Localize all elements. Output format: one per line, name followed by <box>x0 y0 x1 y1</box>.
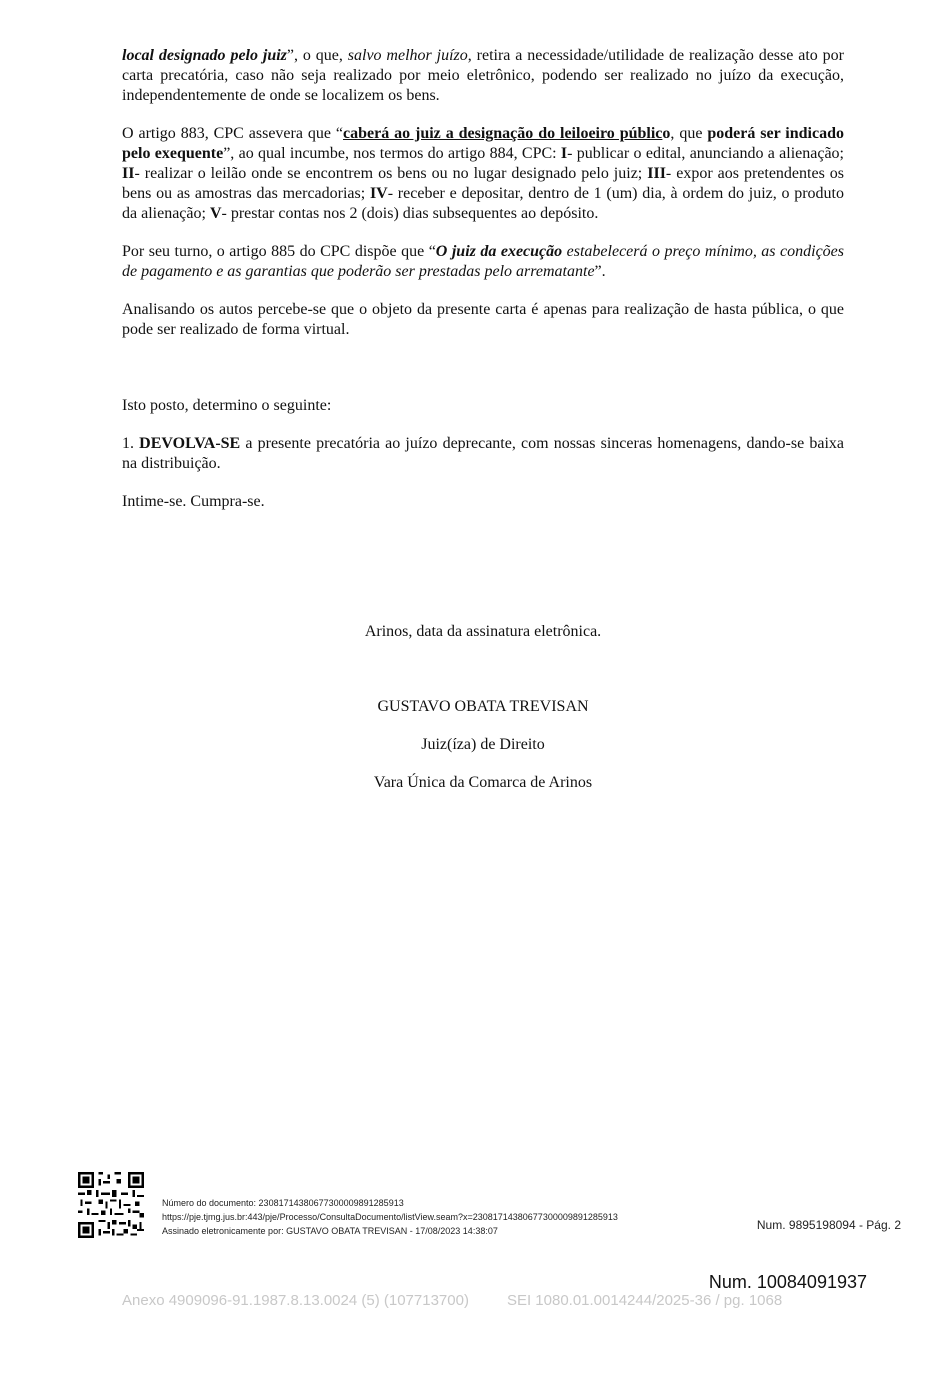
text-run: Por seu turno, o artigo 885 do CPC dispõe que “ <box>122 243 436 260</box>
num-page: Num. 9895198094 - Pág. 2 <box>756 1218 901 1232</box>
paragraph-analisando: Analisando os autos percebe-se que o objeto da presente carta é apenas para realização de hasta pública, o que pode ser realizado de forma virtual. <box>122 301 844 338</box>
text-run: - realizar o leilão onde se encontrem os bens ou no lugar designado pelo juiz; <box>134 165 648 182</box>
emphasis-juiz-execucao: O juiz da execução <box>435 243 563 260</box>
text-run: O artigo 883, CPC assevera que “ <box>122 125 343 142</box>
item-numeral: III <box>647 165 666 182</box>
annex-reference: Anexo 4909096-91.1987.8.13.0024 (5) (107713700) <box>122 1292 469 1309</box>
num-document: Num. 10084091937 <box>708 1272 867 1292</box>
text-run: o <box>662 125 671 142</box>
emphasis-exequente: poderá ser indicado pelo exequente <box>122 125 844 162</box>
document-body <box>122 46 844 512</box>
document-url-link[interactable]: https://pje.tjmg.jus.br:443/pje/Processo/ConsultaDocumento/listView.seam?x=23081714380677300009891285913 <box>162 1212 618 1222</box>
text-run: - publicar o edital, anunciando a alienação; <box>567 145 845 162</box>
item-numeral: V <box>209 205 222 222</box>
qr-code-icon <box>78 1172 144 1238</box>
text-run: , retira a necessidade/utilidade de realização desse ato por carta precatória, caso não seja realizado por meio eletrônico, podendo ser realizado no juízo da execução, independentemente de onde se localizem os bens. <box>122 47 845 104</box>
item-numeral: I <box>560 145 568 162</box>
paragraph-artigo-885 <box>122 242 844 282</box>
signature-court: Vara Única da Comarca de Arinos <box>373 774 593 791</box>
sei-reference: SEI 1080.01.0014244/2025-36 / pg. 1068 <box>506 1292 783 1309</box>
emphasis-leiloeiro: caberá ao juiz a designação do leiloeiro públic <box>342 125 663 142</box>
text-run: ”, ao qual incumbe, nos termos do artigo 884, CPC: <box>223 145 561 162</box>
text-run: estabelecerá o preço mínimo, as condições de pagamento e as garantias que poderão ser prestadas pelo arrematante <box>122 243 845 280</box>
paragraph-isto-posto: Isto posto, determino o seguinte: <box>122 397 332 414</box>
emphasis-local-designado: local designado pelo juiz <box>122 47 287 64</box>
paragraph-artigo-883 <box>122 124 844 224</box>
text-run: , que <box>670 125 708 142</box>
paragraph-local-designado <box>122 46 844 106</box>
emphasis-salvo-melhor-juizo: salvo melhor juízo <box>347 47 468 64</box>
text-run: 1. <box>122 435 140 452</box>
annex-footer <box>122 1292 782 1309</box>
text-run: ”. <box>594 263 606 280</box>
text-run: ”, o que, <box>286 47 348 64</box>
document-number: Número do documento: 23081714380677300009891285913 <box>162 1198 404 1208</box>
paragraph-intime-se: Intime-se. Cumpra-se. <box>122 493 265 510</box>
text-run: a presente precatória ao juízo deprecante, com nossas sinceras homenagens, dando-se baixa na distribuição. <box>122 435 844 472</box>
item-numeral: IV <box>369 185 388 202</box>
signature-place-date: Arinos, data da assinatura eletrônica. <box>364 623 602 640</box>
text-run: - expor aos pretendentes os bens ou as amostras das mercadorias; <box>122 165 845 202</box>
emphasis-devolva-se: DEVOLVA-SE <box>139 435 241 452</box>
signature-name: GUSTAVO OBATA TREVISAN <box>377 698 589 715</box>
text-run: - prestar contas nos 2 (dois) dias subsequentes ao depósito. <box>221 205 599 222</box>
paragraph-devolva-se <box>122 434 844 474</box>
signed-by: Assinado eletronicamente por: GUSTAVO OBATA TREVISAN - 17/08/2023 14:38:07 <box>162 1226 498 1236</box>
item-numeral: II <box>122 165 135 182</box>
text-run: - receber e depositar, dentro de 1 (um) dia, à ordem do juiz, o produto da alienação; <box>122 185 845 222</box>
document-metadata <box>162 1196 618 1238</box>
signature-role: Juiz(íza) de Direito <box>421 736 545 753</box>
